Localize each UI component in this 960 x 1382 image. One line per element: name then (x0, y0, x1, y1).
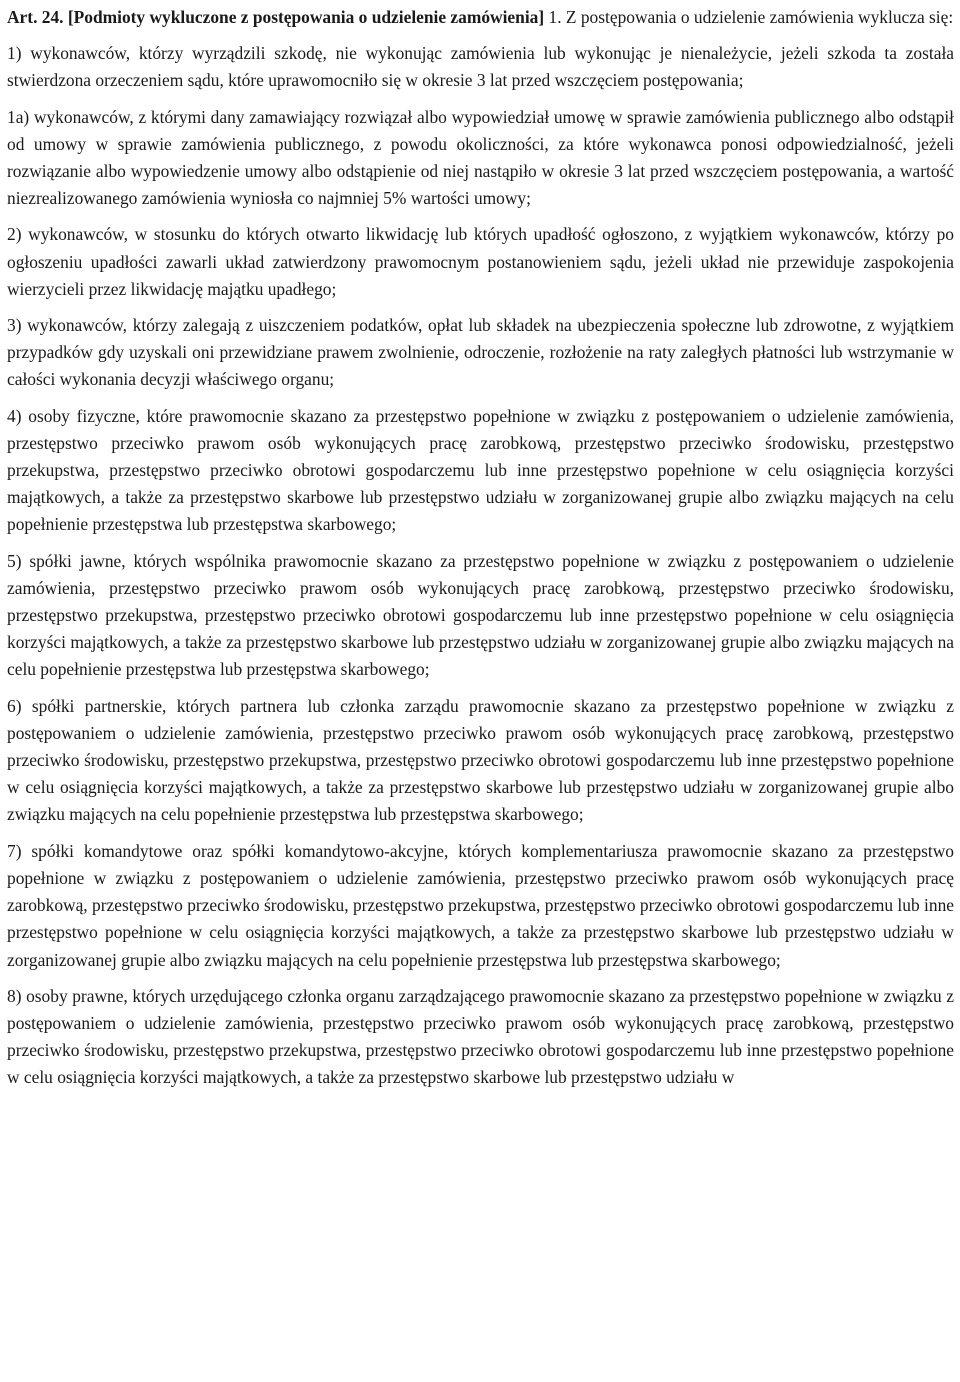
article-heading: Art. 24. [Podmioty wykluczone z postępowania o udzielenie zamówienia] (7, 7, 545, 27)
article-intro: 1. Z postępowania o udzielenie zamówienia wyklucza się: (548, 7, 954, 27)
list-item-1a: 1a) wykonawców, z którymi dany zamawiający rozwiązał albo wypowiedział umowę w sprawie zamówienia publicznego albo odstąpił od umowy w sprawie zamówienia publicznego, z powodu okoliczności, za które wykonawca ponosi odpowiedzialność, jeżeli rozwiązanie albo wypowiedzenie umowy albo odstąpienie od niej nastąpiło w okresie 3 lat przed wszczęciem postępowania, a wartość niezrealizowanego zamówienia wyniosła co najmniej 5% wartości umowy; (7, 106, 954, 209)
list-item-6: 6) spółki partnerskie, których partnera lub członka zarządu prawomocnie skazano za przestępstwo popełnione w związku z postępowaniem o udzielenie zamówienia, przestępstwo przeciwko prawom osób wykonujących pracę zarobkową, przestępstwo przeciwko środowisku, przestępstwo przekupstwa, przestępstwo przeciwko obrotowi gospodarczemu lub inne przestępstwo popełnione w celu osiągnięcia korzyści majątkowych, a także za przestępstwo skarbowe lub przestępstwo udziału w zorganizowanej grupie albo związku mających na celu popełnienie przestępstwa lub przestępstwa skarbowego; (7, 695, 954, 825)
list-item-2: 2) wykonawców, w stosunku do których otwarto likwidację lub których upadłość ogłoszono, z wyjątkiem wykonawców, którzy po ogłoszeniu upadłości zawarli układ zatwierdzony prawomocnym postanowieniem sądu, jeżeli układ nie przewiduje zaspokojenia wierzycieli przez likwidację majątku upadłego; (7, 224, 954, 299)
list-item-7: 7) spółki komandytowe oraz spółki komandytowo-akcyjne, których komplementariusza prawomocnie skazano za przestępstwo popełnione w związku z postępowaniem o udzielenie zamówienia, przestępstwo przeciwko prawom osób wykonujących pracę zarobkową, przestępstwo przeciwko środowisku, przestępstwo przekupstwa, przestępstwo przeciwko obrotowi gospodarczemu lub inne przestępstwo popełnione w celu osiągnięcia korzyści majątkowych, a także za przestępstwo skarbowe lub przestępstwo udziału w zorganizowanej grupie albo związku mających na celu popełnienie przestępstwa lub przestępstwa skarbowego; (7, 840, 954, 970)
list-item-5: 5) spółki jawne, których wspólnika prawomocnie skazano za przestępstwo popełnione w związku z postępowaniem o udzielenie zamówienia, przestępstwo przeciwko prawom osób wykonujących pracę zarobkową, przestępstwo przeciwko środowisku, przestępstwo przekupstwa, przestępstwo przeciwko obrotowi gospodarczemu lub inne przestępstwo popełnione w celu osiągnięcia korzyści majątkowych, a także za przestępstwo skarbowe lub przestępstwo udziału w zorganizowanej grupie albo związku mających na celu popełnienie przestępstwa lub przestępstwa skarbowego; (7, 550, 954, 680)
list-item-8: 8) osoby prawne, których urzędującego członka organu zarządzającego prawomocnie skazano za przestępstwo popełnione w związku z postępowaniem o udzielenie zamówienia, przestępstwo przeciwko prawom osób wykonujących pracę zarobkową, przestępstwo przeciwko środowisku, przestępstwo przekupstwa, przestępstwo przeciwko obrotowi gospodarczemu lub inne przestępstwo popełnione w celu osiągnięcia korzyści majątkowych, a także za przestępstwo skarbowe lub przestępstwo udziału w (7, 985, 954, 1088)
list-item-3: 3) wykonawców, którzy zalegają z uiszczeniem podatków, opłat lub składek na ubezpieczenia społeczne lub zdrowotne, z wyjątkiem przypadków gdy uzyskali oni przewidziane prawem zwolnienie, odroczenie, rozłożenie na raty zaległych płatności lub wstrzymanie w całości wykonania decyzji właściwego organu; (7, 315, 954, 390)
list-item-1: 1) wykonawców, którzy wyrządzili szkodę, nie wykonując zamówienia lub wykonując je nienależycie, jeżeli szkoda ta została stwierdzona orzeczeniem sądu, które uprawomocniło się w okresie 3 lat przed wszczęciem postępowania; (7, 43, 954, 91)
list-item-4: 4) osoby fizyczne, które prawomocnie skazano za przestępstwo popełnione w związku z postępowaniem o udzielenie zamówienia, przestępstwo przeciwko prawom osób wykonujących pracę zarobkową, przestępstwo przeciwko środowisku, przestępstwo przekupstwa, przestępstwo przeciwko obrotowi gospodarczemu lub inne przestępstwo popełnione w celu osiągnięcia korzyści majątkowych, a także za przestępstwo skarbowe lub przestępstwo udziału w zorganizowanej grupie albo związku mających na celu popełnienie przestępstwa lub przestępstwa skarbowego; (7, 405, 954, 535)
article-paragraph (7, 4, 954, 31)
